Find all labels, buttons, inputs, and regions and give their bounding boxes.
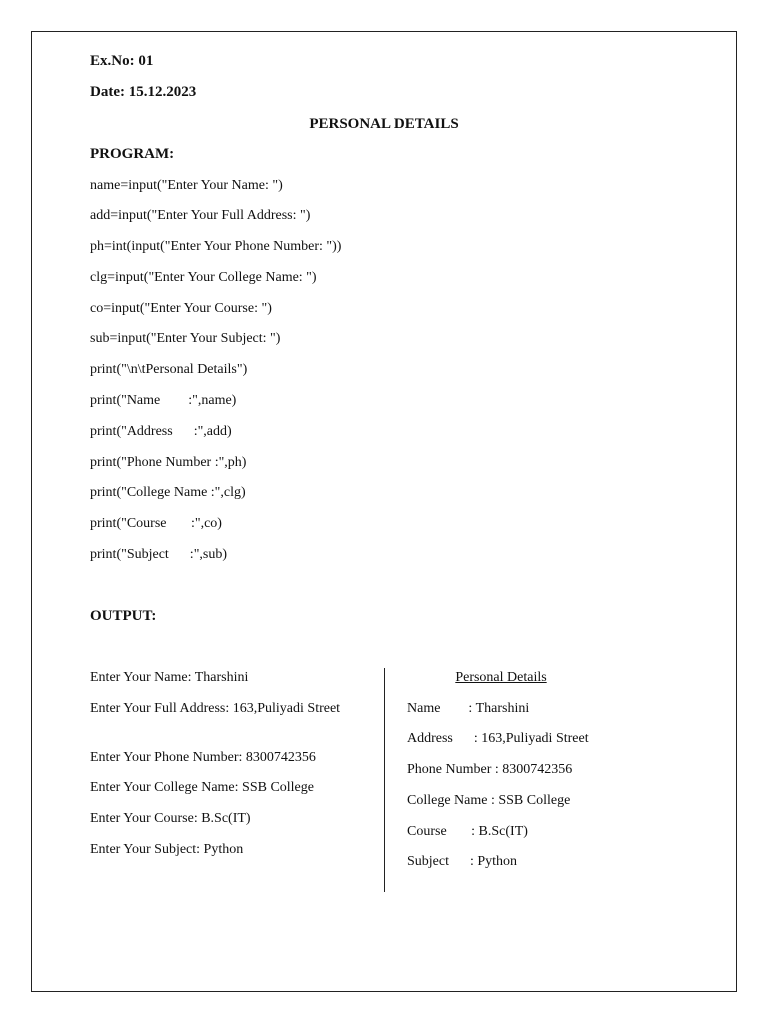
code-line: ph=int(input("Enter Your Phone Number: ")) [90,239,342,254]
code-line: print("Address :",add) [90,424,232,439]
code-line: sub=input("Enter Your Subject: ") [90,331,281,346]
program-heading: PROGRAM: [90,146,175,162]
code-line: clg=input("Enter Your College Name: ") [90,270,317,285]
document-title: PERSONAL DETAILS [309,116,459,132]
code-line: print("Subject :",sub) [90,547,228,562]
details-line: Name : Tharshini [407,701,530,716]
details-heading: Personal Details [455,670,547,685]
output-input-line: Enter Your Phone Number: 8300742356 [90,750,316,765]
code-line: co=input("Enter Your Course: ") [90,301,272,316]
details-line: Subject : Python [407,854,518,869]
details-line: Course : B.Sc(IT) [407,824,528,839]
output-input-line: Enter Your College Name: SSB College [90,780,314,795]
code-line: name=input("Enter Your Name: ") [90,178,283,193]
output-input-line: Enter Your Name: Tharshini [90,670,249,685]
code-line: print("Phone Number :",ph) [90,455,247,470]
output-input-line: Enter Your Full Address: 163,Puliyadi Street [90,701,341,716]
output-input-line: Enter Your Subject: Python [90,842,244,857]
code-line: print("\n\tPersonal Details") [90,362,248,377]
exercise-date: Date: 15.12.2023 [90,84,197,100]
details-line: Address : 163,Puliyadi Street [407,731,589,746]
code-line: add=input("Enter Your Full Address: ") [90,208,311,223]
exercise-number: Ex.No: 01 [90,53,154,69]
details-line: College Name : SSB College [407,793,571,808]
code-line: print("College Name :",clg) [90,485,246,500]
column-divider [384,668,385,892]
output-heading: OUTPUT: [90,608,157,624]
code-line: print("Course :",co) [90,516,222,531]
details-line: Phone Number : 8300742356 [407,762,573,777]
output-input-line: Enter Your Course: B.Sc(IT) [90,811,251,826]
code-line: print("Name :",name) [90,393,237,408]
